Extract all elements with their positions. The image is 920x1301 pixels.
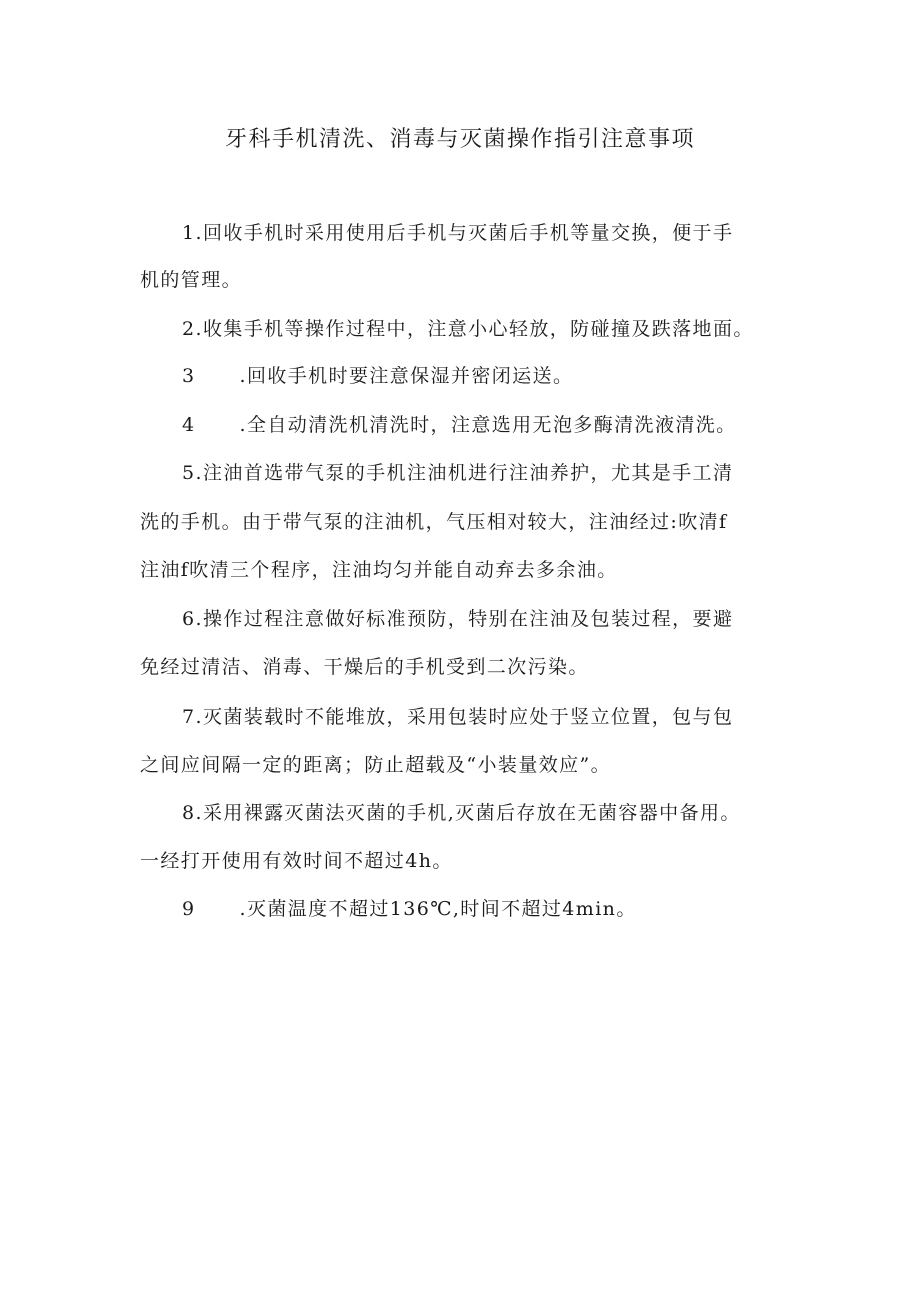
list-item-2-line-1 [182,315,754,343]
list-item-7-line-2: 之间应间隔一定的距离；防止超载及“小装量效应”。 [140,754,612,776]
list-item-6-line-1 [182,605,733,633]
item-text: .灭菌温度不超过136℃,时间不超过4min。 [239,898,637,920]
list-item-9-line-1 [182,895,637,923]
list-item-6-line-2: 免经过清洁、消毒、干燥后的手机受到二次污染。 [140,656,589,678]
item-number: 7 [182,706,196,728]
list-item-3-line-1 [182,362,573,390]
item-number: 6 [182,608,196,630]
list-item-5-line-3: 注油f吹清三个程序，注油均匀并能自动弃去多余油。 [140,559,618,581]
list-item-5-line-2: 洗的手机。由于带气泵的注油机，气压相对较大，注油经过:吹清f [140,511,728,533]
list-item-1-line-2: 机的管理。 [140,269,243,291]
list-item-1-line-1 [182,219,733,247]
item-number: 1 [182,222,196,244]
item-text: .全自动清洗机清洗时，注意选用无泡多酶清洗液清洗。 [239,414,737,436]
item-text: .收集手机等操作过程中，注意小心轻放，防碰撞及跌落地面。 [195,318,754,340]
item-text: .回收手机时要注意保湿并密闭运送。 [239,365,574,387]
list-item-5-line-1 [182,459,733,487]
list-item-8-line-2: 一经打开使用有效时间不超过4h。 [140,850,453,872]
list-item-7-line-1 [182,703,733,731]
item-text: .注油首选带气泵的手机注油机进行注油养护，尤其是手工清 [195,462,734,484]
list-item-4-line-1 [182,411,737,439]
item-number: 5 [182,462,196,484]
item-text: .回收手机时采用使用后手机与灭菌后手机等量交换，便于手 [195,222,734,244]
item-number: 4 [182,414,196,436]
item-number: 9 [182,898,196,920]
document-title: 牙科手机清洗、消毒与灭菌操作指引注意事项 [224,127,695,152]
item-text: .灭菌装载时不能堆放，采用包装时应处于竖立位置，包与包 [195,706,734,728]
list-item-8-line-1 [182,799,741,827]
item-text: .采用裸露灭菌法灭菌的手机,灭菌后存放在无菌容器中备用。 [195,802,741,824]
item-number: 3 [182,365,196,387]
item-text: .操作过程注意做好标准预防，特别在注油及包装过程，要避 [195,608,734,630]
item-number: 8 [182,802,196,824]
item-number: 2 [182,318,196,340]
